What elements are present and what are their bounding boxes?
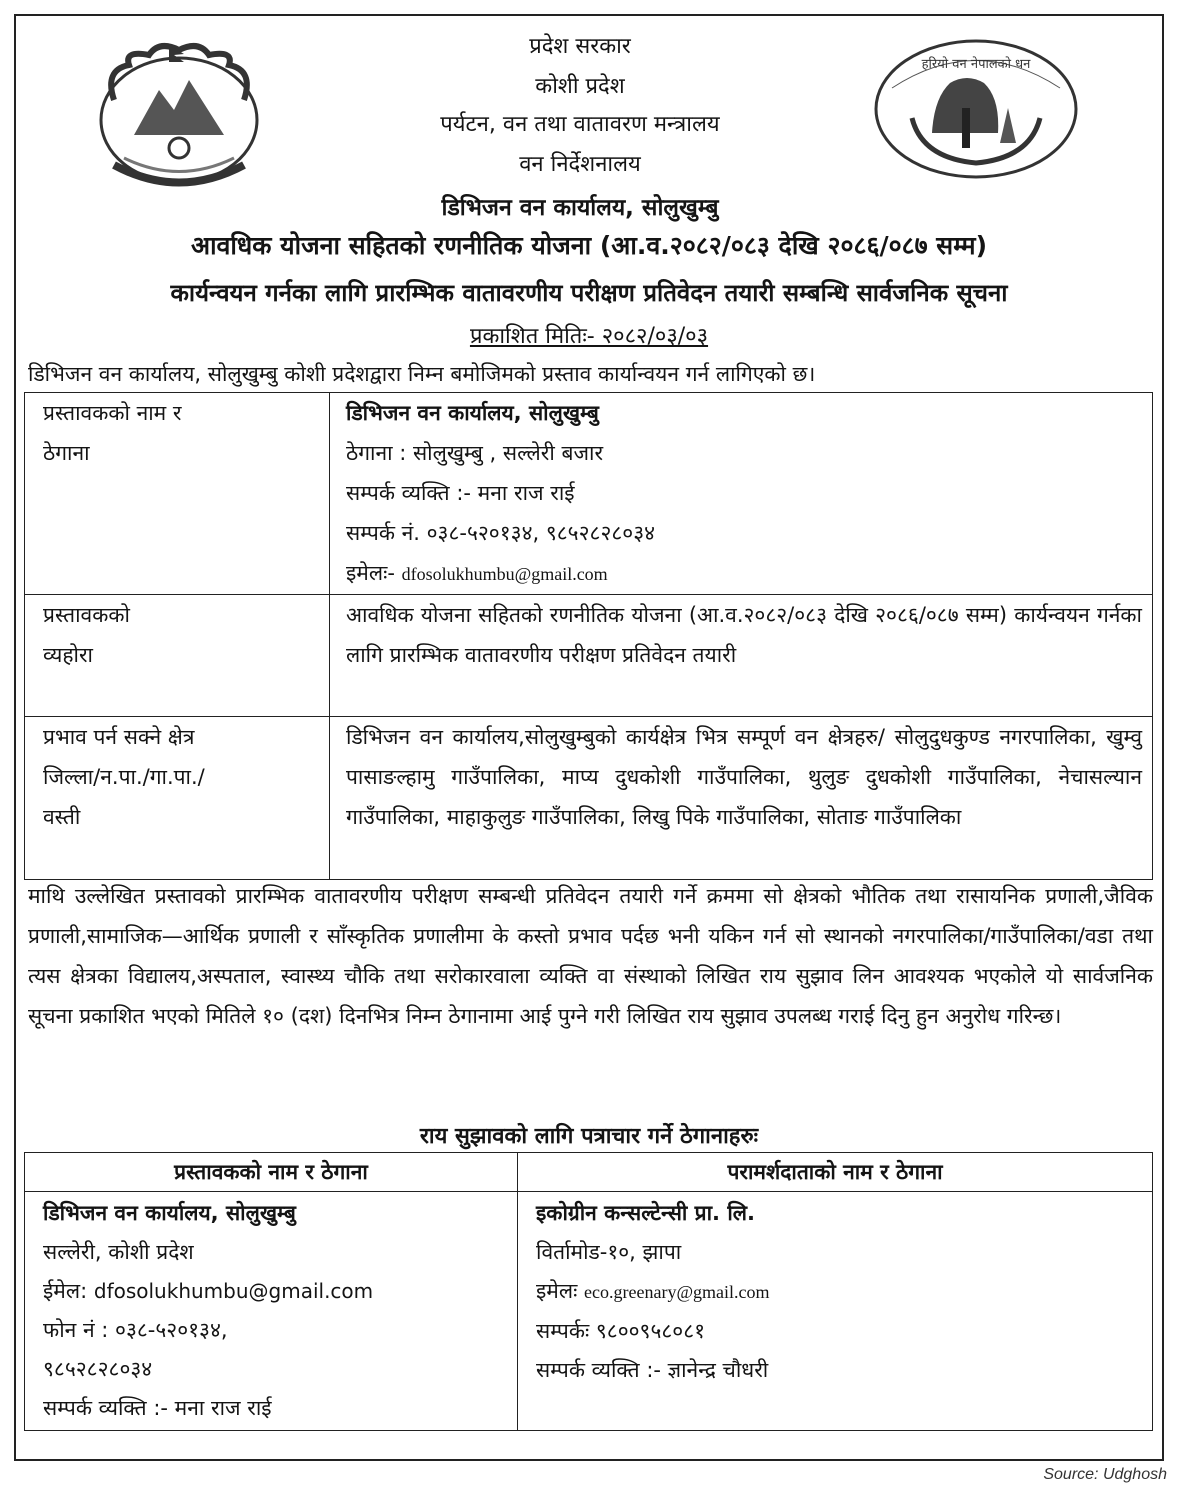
- table-row: [25, 1192, 1153, 1431]
- consultant-phone: सम्पर्कः ९८००९५८०८१: [536, 1319, 706, 1343]
- email-label: इमेलः-: [346, 561, 395, 585]
- proponent-phone-2: ९८५२८२८०३४: [43, 1357, 153, 1381]
- row-label-line: व्यहोरा: [43, 643, 93, 667]
- row-label-line: प्रस्तावकको: [43, 603, 130, 627]
- header-office: डिभिजन वन कार्यालय, सोलुखुम्बु: [441, 195, 719, 221]
- proposal-table: [24, 392, 1153, 880]
- table-row: [25, 393, 1153, 595]
- affected-area: डिभिजन वन कार्यालय,सोलुखुम्बुको कार्यक्षेत्र भित्र सम्पूर्ण वन क्षेत्रहरु/ सोलुदुधकुण्ड नगरपालिका, खुम्वु पासाङल्हामु गाउँपालिका, माप्य दुधकोशी गाउँपालिका, थुलुङ दुधकोशी गाउँपालिका, नेचासल्यान गाउँपालिका, माहाकुलुङ गाउँपालिका, लिखु पिके गाउँपालिका, सोताङ गाउँपालिका: [330, 717, 1153, 880]
- header-line-1: प्रदेश सरकार: [529, 34, 631, 59]
- proponent-contact-person: सम्पर्क व्यक्ति :- मना राज राई: [346, 481, 575, 505]
- row-label: [25, 393, 330, 595]
- proponent-email: dfosolukhumbu@gmail.com: [93, 1279, 374, 1303]
- row-label: [25, 595, 330, 717]
- contacts-heading: राय सुझावको लागि पत्राचार गर्ने ठेगानाहरुः: [419, 1124, 759, 1149]
- table-header-row: [25, 1153, 1153, 1192]
- contacts-table: [24, 1152, 1153, 1431]
- proponent-email: dfosolukhumbu@gmail.com: [401, 564, 608, 584]
- proponent-name: डिभिजन वन कार्यालय, सोलुखुम्बु: [346, 401, 599, 425]
- consultant-email: eco.greenary@gmail.com: [584, 1282, 770, 1302]
- table-row: [25, 717, 1153, 880]
- row-label-line: वस्ती: [43, 805, 81, 829]
- proponent-address: सल्लेरी, कोशी प्रदेश: [43, 1240, 194, 1264]
- svg-text:हरियो वन नेपालको धन: हरियो वन नेपालको धन: [921, 57, 1031, 72]
- consultant-name: इकोग्रीन कन्सल्टेन्सी प्रा. लि.: [536, 1201, 755, 1225]
- proponent-phone: सम्पर्क नं. ०३८-५२०१३४, ९८५२८२८०३४: [346, 521, 656, 545]
- row-label: [25, 717, 330, 880]
- source-credit: Source: Udghosh: [1043, 1466, 1167, 1483]
- consultant-email-line: [536, 1272, 1142, 1312]
- intro-text: डिभिजन वन कार्यालय, सोलुखुम्बु कोशी प्रदेशद्वारा निम्न बमोजिमको प्रस्ताव कार्यान्वयन गर्न लागिएको छ।: [28, 362, 816, 386]
- proponent-contact-person: सम्पर्क व्यक्ति :- मना राज राई: [43, 1396, 272, 1420]
- table-row: [25, 595, 1153, 717]
- col-header-proponent: प्रस्तावकको नाम र ठेगाना: [25, 1153, 518, 1192]
- header-line-2: कोशी प्रदेश: [535, 74, 625, 99]
- consultant-contact-person: सम्पर्क व्यक्ति :- ज्ञानेन्द्र चौधरी: [536, 1358, 769, 1382]
- header-line-3: पर्यटन, वन तथा वातावरण मन्त्रालय: [440, 112, 720, 137]
- email-label: ईमेल:: [43, 1279, 88, 1303]
- proposal-subject: आवधिक योजना सहितको रणनीतिक योजना (आ.व.२०८२/०८३ देखि २०८६/०८७ सम्म) कार्यन्वयन गर्नका लागि प्रारम्भिक वातावरणीय परीक्षण प्रतिवेदन तयारी: [330, 595, 1153, 717]
- row-label-line: जिल्ला/न.पा./गा.पा./: [43, 765, 205, 789]
- proponent-cell: [25, 1192, 518, 1431]
- proponent-name: डिभिजन वन कार्यालय, सोलुखुम्बु: [43, 1201, 296, 1225]
- published-date-text: प्रकाशित मितिः- २०८२/०३/०३: [469, 324, 709, 349]
- proponent-email-line: [43, 1272, 507, 1311]
- published-date: [14, 320, 1164, 350]
- consultant-cell: [518, 1192, 1153, 1431]
- body-paragraph: माथि उल्लेखित प्रस्तावको प्रारम्भिक वातावरणीय परीक्षण सम्बन्धी प्रतिवेदन तयारी गर्ने क्रममा सो क्षेत्रको भौतिक तथा रासायनिक प्रणाली,जैविक प्रणाली,सामाजिक—आर्थिक प्रणाली र साँस्कृतिक प्रणालीमा के कस्तो प्रभाव पर्दछ भनी यकिन गर्न सो स्थानको नगरपालिका/गाउँपालिका/वडा तथा त्यस क्षेत्रका विद्यालय,अस्पताल, स्वास्थ्य चौकि तथा सरोकारवाला व्यक्ति वा संस्थाको लिखित राय सुझाव लिन आवश्यक भएकोले यो सार्वजनिक सूचना प्रकाशित भएको मितिले १० (दश) दिनभित्र निम्न ठेगानामा आई पुग्ने गरी लिखित राय सुझाव उपलब्ध गराई दिनु हुन अनुरोध गरिन्छ।: [28, 884, 1153, 1028]
- proponent-address: ठेगाना : सोलुखुम्बु , सल्लेरी बजार: [346, 441, 604, 465]
- notice-title-1: आवधिक योजना सहितको रणनीतिक योजना (आ.व.२०८२/०८३ देखि २०८६/०८७ सम्म): [190, 231, 988, 260]
- consultant-address: विर्तामोड-१०, झापा: [536, 1240, 682, 1264]
- row-label-line: प्रस्तावकको नाम र: [43, 401, 182, 425]
- email-label: इमेलः: [536, 1279, 578, 1303]
- row-label-line: ठेगाना: [43, 441, 90, 465]
- row-value: [330, 393, 1153, 595]
- notice-title-2: कार्यन्वयन गर्नका लागि प्रारम्भिक वातावरणीय परीक्षण प्रतिवेदन तयारी सम्बन्धि सार्वजनिक सूचना: [170, 279, 1008, 307]
- proponent-email-line: [346, 553, 1142, 594]
- row-label-line: प्रभाव पर्न सक्ने क्षेत्र: [43, 725, 195, 749]
- col-header-consultant: परामर्शदाताको नाम र ठेगाना: [518, 1153, 1153, 1192]
- header-line-4: वन निर्देशनालय: [519, 152, 641, 177]
- proponent-phone-1: फोन नं : ०३८-५२०१३४,: [43, 1318, 228, 1342]
